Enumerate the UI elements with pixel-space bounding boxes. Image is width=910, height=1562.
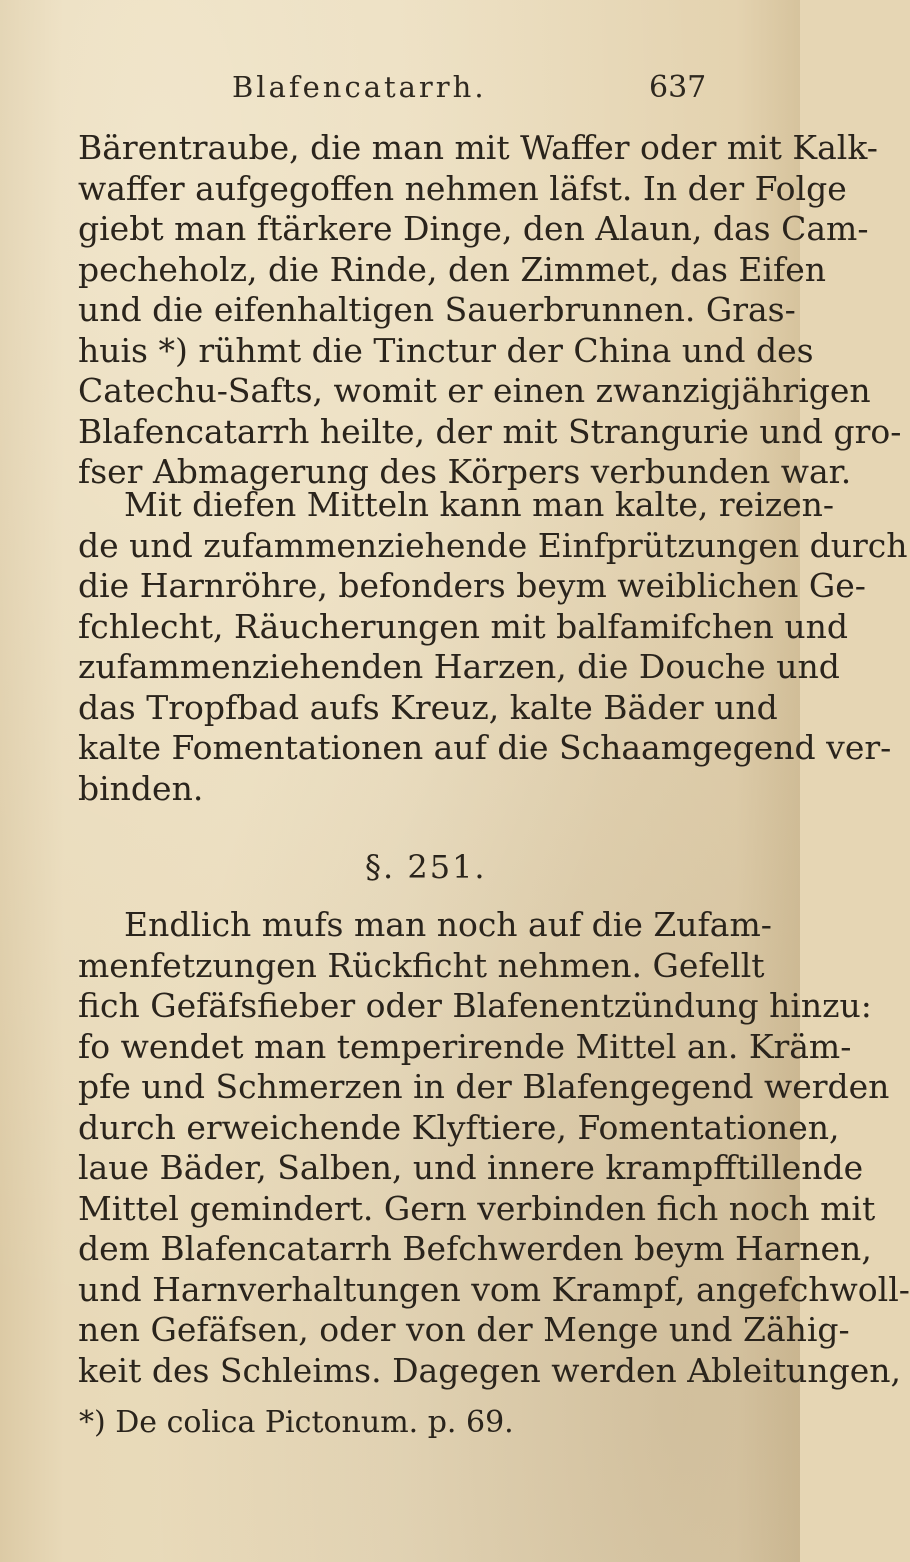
text-line: fser Abmagerung des Körpers verbunden war. [78, 452, 852, 491]
text-line: keit des Schleims. Dagegen werden Ableitungen, [78, 1350, 901, 1390]
text-line: giebt man ftärkere Dinge, den Alaun, das Cam- [78, 209, 869, 248]
section-heading: §. 251. [365, 848, 487, 886]
running-head: Blafencatarrh. [232, 70, 487, 104]
page-number: 637 [649, 70, 707, 105]
text-line: Endlich mufs man noch auf die Zufam- [124, 905, 772, 944]
text-line: kalte Fomentationen auf die Schaamgegend ver- [78, 728, 892, 767]
text-line: menfetzungen Rückficht nehmen. Gefellt [78, 945, 765, 985]
text-line: und Harnverhaltungen vom Krampf, angefchwoll- [78, 1269, 910, 1309]
footnote: *) De colica Pictonum. p. 69. [79, 1405, 514, 1440]
text-line: das Tropfbad aufs Kreuz, kalte Bäder und [78, 687, 778, 727]
text-line: durch erweichende Klyftiere, Fomentationen, [78, 1107, 840, 1147]
text-line: huis *) rühmt die Tinctur der China und des [78, 330, 814, 370]
text-line: laue Bäder, Salben, und innere krampfftillende [78, 1148, 864, 1187]
text-line: und die eifenhaltigen Sauerbrunnen. Gras- [78, 290, 796, 329]
text-line: Catechu-Safts, womit er einen zwanzigjährigen [78, 371, 871, 410]
text-line: Mittel gemindert. Gern verbinden fich noch mit [78, 1188, 876, 1228]
text-line: fich Gefäfsfieber oder Blafenentzündung hinzu: [78, 986, 872, 1025]
text-line: fo wendet man temperirende Mittel an. Kräm- [78, 1026, 852, 1066]
text-line: dem Blafencatarrh Befchwerden beym Harnen, [78, 1229, 872, 1268]
text-line: zufammenziehenden Harzen, die Douche und [78, 647, 840, 686]
text-line: pecheholz, die Rinde, den Zimmet, das Eifen [78, 249, 827, 289]
text-line: Blafencatarrh heilte, der mit Strangurie und gro- [78, 411, 902, 451]
text-line: pfe und Schmerzen in der Blafengegend werden [78, 1067, 890, 1106]
text-line: fchlecht, Räucherungen mit balfamifchen und [78, 606, 849, 646]
text-line: binden. [78, 768, 204, 808]
page-header [0, 70, 800, 110]
text-line: waffer aufgegoffen nehmen läfst. In der Folge [78, 168, 847, 208]
text-line: die Harnröhre, befonders beym weiblichen Ge- [78, 566, 866, 605]
text-line: de und zufammenziehende Einfprützungen durch [78, 525, 908, 565]
text-line: Mit diefen Mitteln kann man kalte, reizen- [124, 485, 835, 524]
text-line: nen Gefäfsen, oder von der Menge und Zähig- [78, 1310, 850, 1349]
text-line: Bärentraube, die man mit Waffer oder mit Kalk- [78, 128, 878, 167]
